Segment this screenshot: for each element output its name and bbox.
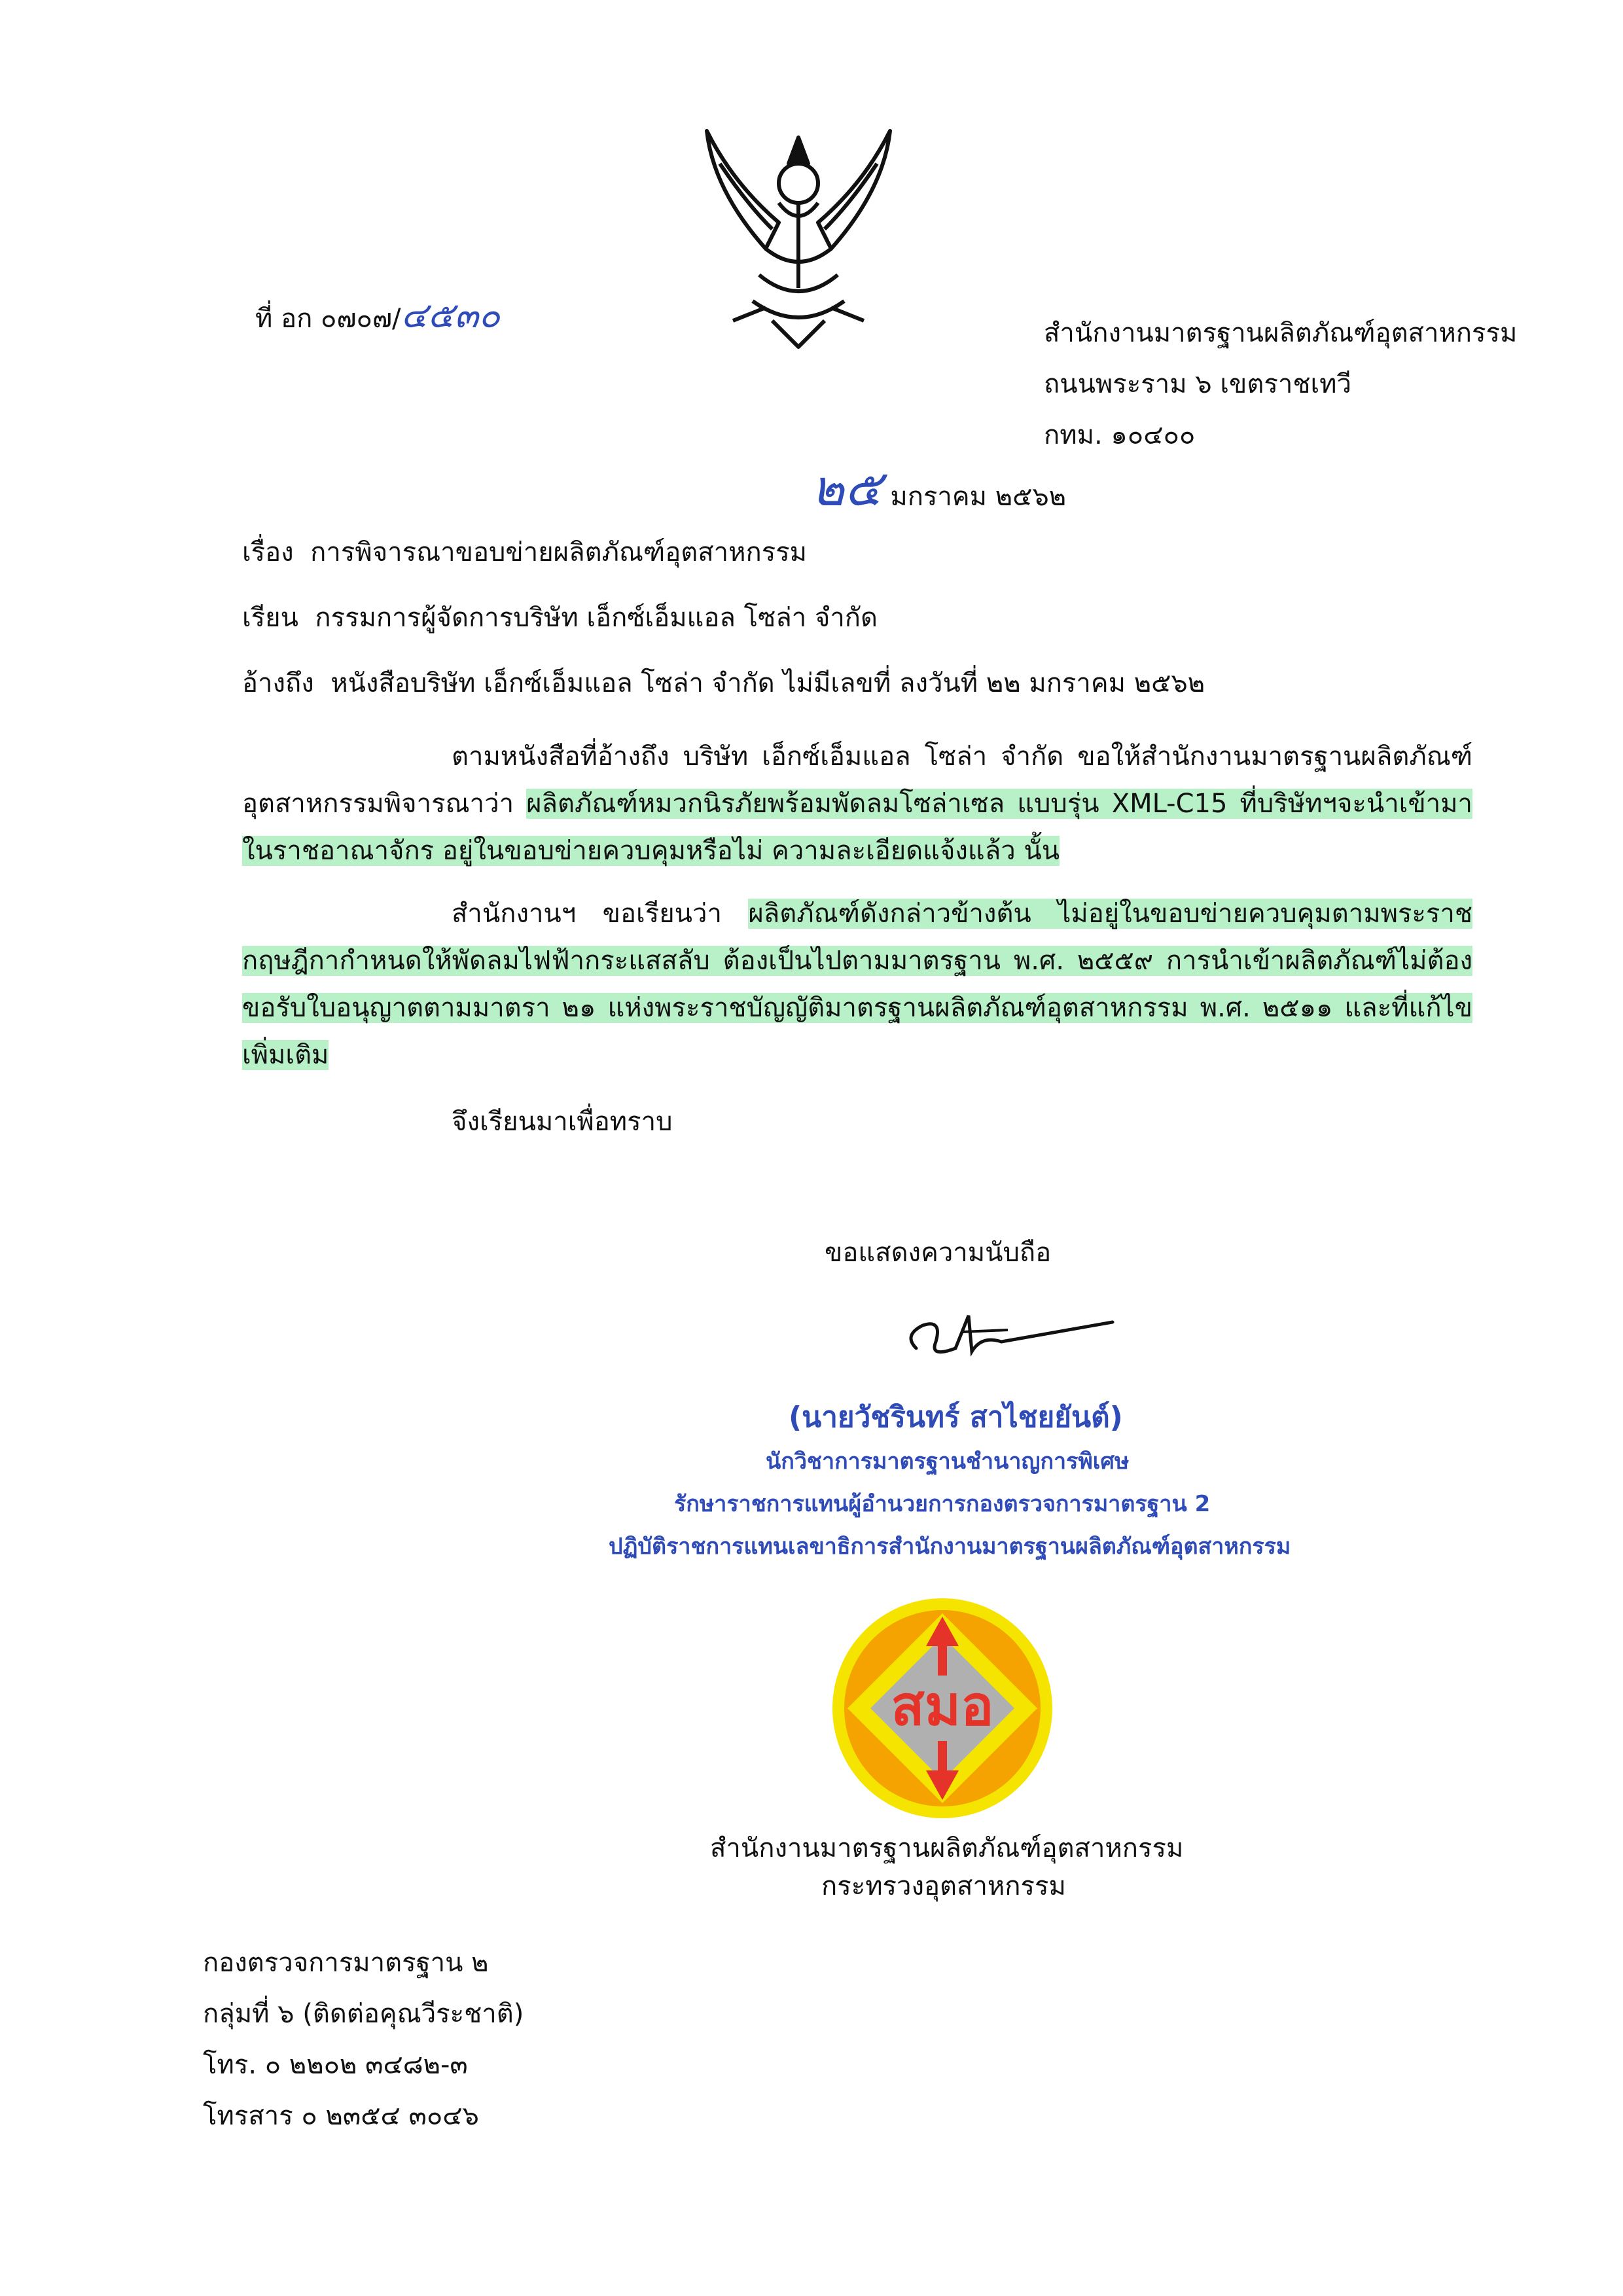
contact-block (203, 1937, 524, 2142)
body-paragraph-2 (242, 890, 1472, 1079)
paragraph-2-highlight: ผลิตภัณฑ์ดังกล่าวข้างต้น ไม่อยู่ในขอบข่ายควบคุมตามพระราชกฤษฎีกากำหนดให้พัดลมไฟฟ้ากระแสสลับ ต้องเป็นไปตามมาตรฐาน พ.ศ. ๒๕๕๙ การนำเข้าผลิตภัณฑ์ไม่ต้องขอรับใบอนุญาตตามมาตรา ๒๑ แห่งพระราชบัญญัติมาตรฐานผลิตภัณฑ์อุตสาหกรรม พ.ศ. ๒๕๑๑ และที่แก้ไขเพิ่มเติม (242, 899, 1472, 1070)
body-paragraph-3: จึงเรียนมาเพื่อทราบ (452, 1107, 673, 1137)
recipient-line (242, 602, 878, 634)
paragraph-2-text: สำนักงานฯ ขอเรียนว่า (452, 899, 749, 929)
signer-title-1: นักวิชาการมาตรฐานชำนาญการพิเศษ (766, 1448, 1130, 1475)
letter-date (812, 458, 1066, 518)
reference-text: หนังสือบริษัท เอ็กซ์เอ็มแอล โซล่า จำกัด ไม่มีเลขที่ ลงวันที่ ๒๒ มกราคม ๒๕๖๒ (330, 668, 1205, 698)
issuer-address (1044, 308, 1517, 461)
logo-caption-1: สำนักงานมาตรฐานผลิตภัณฑ์อุตสาหกรรม (710, 1833, 1184, 1863)
subject-label: เรื่อง (242, 537, 294, 567)
signer-title-3: ปฏิบัติราชการแทนเลขาธิการสำนักงานมาตรฐานผลิตภัณฑ์อุตสาหกรรม (609, 1534, 1291, 1560)
signer-name: (นายวัชรินทร์ สาไชยยันต์) (789, 1401, 1123, 1434)
contact-phone: โทร. ๐ ๒๒๐๒ ๓๔๘๒-๓ (203, 2050, 468, 2080)
garuda-emblem (694, 124, 903, 353)
recipient-text: กรรมการผู้จัดการบริษัท เอ็กซ์เอ็มแอล โซล่า จำกัด (315, 603, 878, 633)
issuer-name: สำนักงานมาตรฐานผลิตภัณฑ์อุตสาหกรรม (1044, 318, 1518, 348)
reference-line (242, 668, 1205, 699)
signer-title-2: รักษาราชการแทนผู้อำนวยการกองตรวจการมาตรฐาน 2 (674, 1491, 1211, 1517)
logo-caption-2: กระทรวงอุตสาหกรรม (821, 1871, 1066, 1901)
closing-regards: ขอแสดงความนับถือ (825, 1238, 1052, 1268)
handwritten-reference-number: ๔๕๓๐ (401, 295, 501, 336)
reference-prefix: ที่ อก ๐๗๐๗/ (255, 304, 401, 334)
paragraph-1-text: ตามหนังสือที่อ้างถึง บริษัท เอ็กซ์เอ็มแอล โซล่า จำกัด ขอให้สำนักงานมาตรฐานผลิตภัณฑ์อุตสาหกรรมพิจารณาว่า (242, 742, 1472, 819)
paragraph-1-highlight: ผลิตภัณฑ์หมวกนิรภัยพร้อมพัดลมโซล่าเซล แบบรุ่น XML-C15 ที่บริษัทฯจะนำเข้ามาในราชอาณาจักร อยู่ในขอบข่ายควบคุมหรือไม่ ความละเอียดแจ้งแล้ว นั้น (242, 789, 1472, 866)
signature (897, 1296, 1119, 1374)
contact-group: กลุ่มที่ ๖ (ติดต่อคุณวีระชาติ) (203, 1999, 524, 2029)
handwritten-day: ๒๕ (812, 459, 882, 517)
issuer-city: กทม. ๑๐๔๐๐ (1044, 420, 1196, 450)
logo-text: สมอ (891, 1675, 994, 1736)
reference-label: อ้างถึง (242, 668, 314, 698)
subject-text: การพิจารณาขอบข่ายผลิตภัณฑ์อุตสาหกรรม (310, 537, 808, 567)
reference-number (255, 295, 500, 337)
issuer-street: ถนนพระราม ๖ เขตราชเทวี (1044, 369, 1351, 399)
contact-fax: โทรสาร ๐ ๒๓๕๔ ๓๐๔๖ (203, 2101, 479, 2131)
date-month-year: มกราคม ๒๕๖๒ (890, 482, 1067, 512)
subject-line (242, 537, 807, 568)
contact-division: กองตรวจการมาตรฐาน ๒ (203, 1948, 489, 1978)
tisi-logo (831, 1597, 1054, 1820)
recipient-label: เรียน (242, 603, 298, 633)
body-paragraph-1 (242, 733, 1472, 874)
